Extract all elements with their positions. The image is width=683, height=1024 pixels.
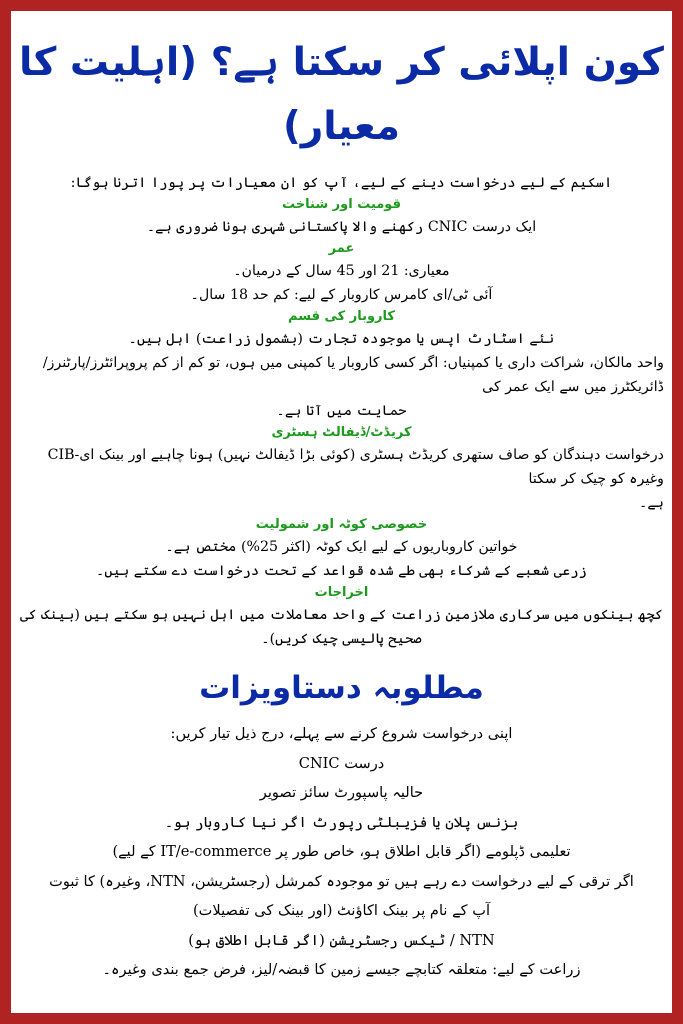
page-title: کون اپلائی کر سکتا ہے؟ (اہلیت کا معیار) (19, 40, 664, 149)
section-credit (17, 423, 666, 515)
section-business-type (17, 307, 666, 423)
document-item: بزنس پلان یا فزیبلٹی رپورٹ اگر نیا کاروبار ہو۔ (164, 813, 519, 831)
documents-section (17, 665, 666, 985)
section-exclusions (17, 583, 666, 651)
document-item: درست CNIC (298, 754, 385, 772)
document-item: NTN / ٹیکس رجسٹریشن (اگر قابل اطلاق ہو) (188, 931, 495, 949)
section-line: معیاری: 21 اور 45 سال کے درمیان۔ (233, 263, 450, 279)
section-line: زرعی شعبے کے شرکاء بھی طے شدہ قواعد کے تحت درخواست دے سکتے ہیں۔ (96, 563, 587, 579)
section-heading: عمر (328, 241, 355, 256)
section-heading: قومیت اور شناخت (282, 197, 401, 212)
section-line: واحد مالکان، شراکت داری یا کمپنیاں: اگر کسی کاروبار یا کمپنی میں ہوں، تو کم از کم پروپرائٹرز/پارٹنرز/ڈائریکٹرز میں سے ایک عمر کی (42, 355, 664, 395)
section-line: درخواست دہندگان کو صاف ستھری کریڈٹ ہسٹری (کوئی بڑا ڈیفالٹ نہیں) ہونا چاہیے اور بینک ای-CIB وغیرہ کو چیک کر سکتا (47, 447, 664, 487)
section-line: ایک درست CNIC رکھنے والا پاکستانی شہری ہونا ضروری ہے۔ (146, 219, 537, 235)
section-nationality (17, 195, 666, 239)
section-line: نئے اسٹارٹ اپس یا موجودہ تجارت (بشمول زراعت) اہل ہیں۔ (128, 331, 555, 347)
documents-intro: اپنی درخواست شروع کرنے سے پہلے، درج ذیل تیار کریں: (170, 725, 513, 742)
section-line: ہے۔ (639, 495, 664, 511)
document-page (11, 11, 672, 1013)
section-line: خواتین کاروباریوں کے لیے ایک کوٹہ (اکثر 25%) مختص ہے۔ (165, 539, 518, 555)
document-item: حالیہ پاسپورٹ سائز تصویر (259, 784, 424, 801)
section-heading: خصوصی کوٹہ اور شمولیت (255, 517, 428, 532)
document-item: اگر ترقی کے لیے درخواست دے رہے ہیں تو موجودہ کمرشل (رجسٹریشن، NTN، وغیرہ) کا ثبوت (49, 872, 634, 890)
section-line: آئی ٹی/ای کامرس کاروبار کے لیے: کم حد 18 سال۔ (190, 287, 493, 303)
section-age (17, 239, 666, 307)
section-line: حمایت میں آتا ہے۔ (276, 403, 407, 419)
section-heading: کاروبار کی قسم (288, 309, 395, 324)
section-quota (17, 515, 666, 583)
section-line: کچھ بینکوں میں سرکاری ملازمین زراعت کے واحد معاملات میں اہل نہیں ہو سکتے ہیں (بینک کی صحیح پالیسی چیک کریں)۔ (20, 607, 663, 647)
document-item: زراعت کے لیے: متعلقہ کتابچے جیسے زمین کا قبضہ/لیز، فرض جمع بندی وغیرہ۔ (102, 961, 581, 978)
documents-title: مطلوبہ دستاویزات (199, 670, 484, 706)
section-heading: اخراجات (314, 585, 369, 600)
intro-text: اسکیم کے لیے درخواست دینے کے لیے، آپ کو ان معیارات پر پورا اترنا ہوگا: (70, 175, 613, 191)
document-item: تعلیمی ڈپلومے (اگر قابل اطلاق ہو، خاص طور پر IT/e-commerce کے لیے) (112, 843, 571, 860)
document-item: آپ کے نام پر بینک اکاؤنٹ (اور بینک کی تفصیلات) (192, 902, 491, 919)
section-heading: کریڈٹ/ڈیفالٹ ہسٹری (271, 425, 412, 440)
